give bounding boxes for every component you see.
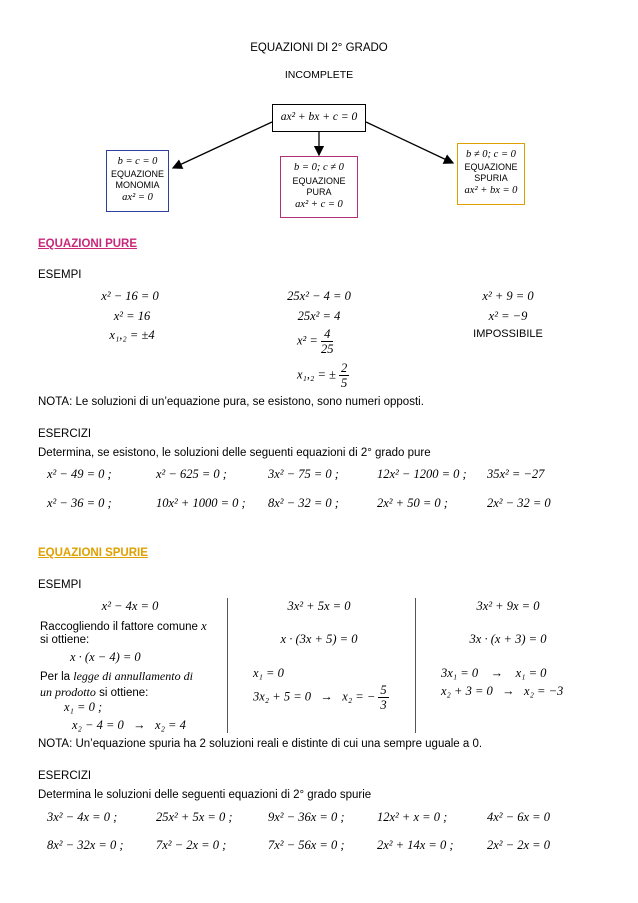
pure-exercise: 10x² + 1000 = 0 ; — [156, 496, 246, 510]
spurie-ex3-sol2-b: x₂ = −3 — [524, 684, 564, 698]
pure-exercise: 8x² − 32 = 0 ; — [268, 496, 339, 510]
pure-ex2-line3 — [297, 327, 333, 356]
monomia-condition: b = c = 0 — [117, 156, 158, 167]
spurie-exercise: 4x² − 6x = 0 — [487, 810, 550, 824]
divider — [415, 598, 416, 733]
frac-num: 5 — [380, 683, 387, 697]
spurie-ex2-sol2 — [253, 683, 389, 712]
spuria-label2: SPURIA — [474, 173, 508, 183]
spurie-ex2-eq: 3x² + 5x = 0 — [287, 599, 351, 613]
box-spuria — [457, 143, 525, 205]
pure-exercise: 3x² − 75 = 0 ; — [268, 467, 339, 481]
spurie-ex1-text3-b: legge di annullamento di — [73, 669, 193, 683]
pura-label2: PURA — [306, 187, 332, 197]
pure-ex2-line4-lhs: x₁,₂ = ± — [297, 367, 336, 382]
spurie-note: NOTA: Un’equazione spuria ha 2 soluzioni reali e distinte di cui una sempre uguale a 0. — [38, 738, 483, 750]
pure-exercise: x² − 36 = 0 ; — [47, 496, 112, 510]
pure-ex2-line4 — [297, 361, 349, 390]
frac-num: 4 — [321, 327, 334, 342]
pure-ex3-line3: IMPOSSIBILE — [473, 328, 543, 340]
spurie-exercise: 2x² − 2x = 0 — [487, 838, 550, 852]
spurie-ex2-factored: x · (3x + 5) = 0 — [280, 632, 358, 646]
page-subtitle: INCOMPLETE — [284, 69, 354, 81]
pure-ex2-line4-frac — [339, 361, 349, 390]
spurie-ex1-text4-a: un prodotto — [40, 685, 96, 699]
pure-ex2-line2: 25x² = 4 — [297, 309, 341, 323]
spurie-ex1-text1-var: x — [201, 619, 207, 633]
spuria-label1: EQUAZIONE — [464, 162, 518, 172]
spurie-ex1-eq: x² − 4x = 0 — [101, 599, 159, 613]
spurie-ex1-sol2 — [72, 718, 186, 733]
arrow-right-icon: → — [502, 684, 515, 698]
spurie-ex3-sol2-a: x₂ + 3 = 0 — [441, 684, 493, 698]
pure-heading: EQUAZIONI PURE — [38, 238, 138, 250]
pure-ex3-line1: x² + 9 = 0 — [482, 289, 534, 303]
spurie-ex2-sol2-frac — [378, 683, 388, 712]
spurie-ex1-text4 — [40, 685, 148, 700]
spurie-ex3-sol1-a: 3x₁ = 0 — [441, 666, 479, 680]
pure-note: NOTA: Le soluzioni di un’equazione pura, se esistono, sono numeri opposti. — [38, 396, 424, 408]
spurie-exercises-label: ESERCIZI — [38, 770, 92, 782]
monomia-formula: ax² = 0 — [122, 192, 153, 203]
spurie-ex1-text3-a: Per la — [40, 671, 71, 683]
divider — [227, 598, 228, 733]
spurie-examples-label: ESEMPI — [38, 579, 82, 591]
spuria-condition: b ≠ 0; c = 0 — [466, 149, 516, 160]
pure-exercise: x² − 49 = 0 ; — [47, 467, 112, 481]
spuria-formula: ax² + bx = 0 — [464, 185, 518, 196]
pure-ex1-line2: x² = 16 — [113, 309, 151, 323]
spurie-exercise: 12x² + x = 0 ; — [377, 810, 448, 824]
pure-ex1-line1: x² − 16 = 0 — [101, 289, 159, 303]
spurie-ex1-text1-a: Raccogliendo il fattore comune — [40, 621, 198, 633]
pure-exercises-intro: Determina, se esistono, le soluzioni delle seguenti equazioni di 2° grado pure — [38, 447, 431, 459]
spurie-ex1-text1 — [40, 619, 207, 634]
spurie-ex1-text4-b: si ottiene: — [99, 687, 149, 699]
pura-label1: EQUAZIONE — [292, 176, 346, 186]
spurie-ex2-sol1: x₁ = 0 — [253, 666, 284, 680]
monomia-label1: EQUAZIONE — [110, 169, 164, 179]
pure-exercise: x² − 625 = 0 ; — [156, 467, 227, 481]
spurie-ex3-sol2 — [441, 684, 563, 699]
spurie-ex3-factored: 3x · (x + 3) = 0 — [469, 632, 547, 646]
box-pura — [280, 156, 358, 218]
arrow-right-icon: → — [320, 689, 333, 704]
spurie-exercise: 7x² − 56x = 0 ; — [268, 838, 345, 852]
spurie-exercise: 3x² − 4x = 0 ; — [47, 810, 118, 824]
spurie-ex1-factored: x · (x − 4) = 0 — [70, 650, 141, 664]
spurie-ex1-sol2-b: x₂ = 4 — [155, 718, 186, 732]
pure-exercises-label: ESERCIZI — [38, 428, 92, 440]
pure-exercise: 12x² − 1200 = 0 ; — [377, 467, 467, 481]
spurie-exercise: 25x² + 5x = 0 ; — [156, 810, 233, 824]
spurie-exercise: 2x² + 14x = 0 ; — [377, 838, 454, 852]
spurie-exercises-intro: Determina le soluzioni delle seguenti equazioni di 2° grado spurie — [38, 789, 372, 801]
spurie-ex1-sol1: x₁ = 0 ; — [64, 700, 103, 714]
pure-exercise: 2x² − 32 = 0 — [487, 496, 551, 510]
page-title: EQUAZIONI DI 2° GRADO — [250, 42, 388, 54]
arrow-right-icon: → — [133, 718, 146, 732]
spurie-exercise: 8x² − 32x = 0 ; — [47, 838, 124, 852]
pure-ex1-line3: x₁,₂ = ±4 — [109, 328, 155, 342]
spurie-ex3-eq: 3x² + 9x = 0 — [476, 599, 540, 613]
spurie-exercise: 9x² − 36x = 0 ; — [268, 810, 345, 824]
spurie-ex1-text2: si ottiene: — [40, 634, 90, 646]
spurie-ex3-sol1 — [441, 666, 546, 681]
pura-condition: b = 0; c ≠ 0 — [294, 162, 344, 173]
pure-ex2-line1: 25x² − 4 = 0 — [287, 289, 351, 303]
pure-exercise: 2x² + 50 = 0 ; — [377, 496, 448, 510]
frac-den: 5 — [341, 376, 348, 390]
pura-formula: ax² + c = 0 — [295, 199, 343, 210]
spurie-exercise: 7x² − 2x = 0 ; — [156, 838, 227, 852]
spurie-ex2-sol2-a: 3x₂ + 5 = 0 — [253, 689, 312, 704]
frac-den: 3 — [380, 698, 387, 712]
pure-ex3-line2: x² = −9 — [488, 309, 528, 323]
pure-ex2-line3-lhs: x² = — [297, 333, 318, 348]
frac-num: 2 — [341, 361, 348, 375]
pure-ex2-line3-frac — [321, 327, 334, 356]
top-formula: ax² + bx + c = 0 — [280, 111, 358, 123]
spurie-ex1-sol2-a: x₂ − 4 = 0 — [72, 718, 124, 732]
frac-den: 25 — [320, 342, 334, 356]
spurie-ex3-sol1-b: x₁ = 0 — [515, 666, 547, 680]
pure-examples-label: ESEMPI — [38, 269, 82, 281]
spurie-heading: EQUAZIONI SPURIE — [38, 547, 148, 559]
spurie-ex2-sol2-b-lhs: x₂ = − — [342, 689, 376, 704]
monomia-label2: MONOMIA — [115, 180, 160, 190]
spurie-ex1-text3 — [40, 669, 193, 684]
box-monomia — [106, 150, 169, 212]
pure-exercise: 35x² = −27 — [487, 467, 545, 481]
arrow-right-icon: → — [490, 666, 504, 680]
